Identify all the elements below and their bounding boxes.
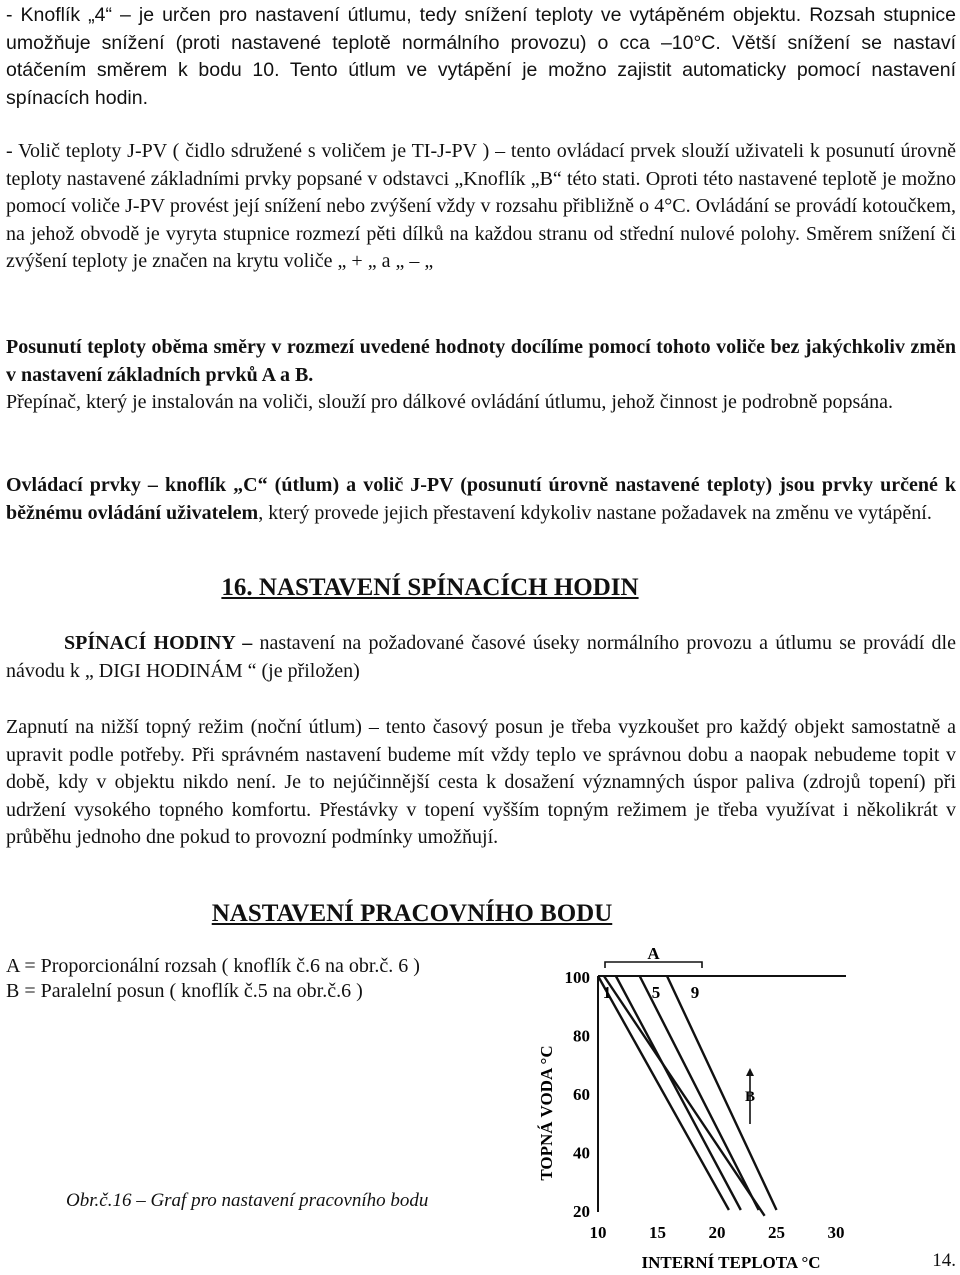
paragraph-selector-j-pv: - Volič teploty J-PV ( čidlo sdružené s voličem je TI-J-PV ) – tento ovládací prvek slouží uživateli k posunutí úrovně teploty nastavené základními prvky popsané v odstavci „Knoflík „B“ této stati. Oproti této nastavené teplotě je možno pomocí voliče J-PV provést její snížení nebo zvýšení vždy v rozsahu přibližně o 4°C. Ovládání se provádí kotoučkem, na jehož obvodě je vyryta stupnice rozmezí pěti dílků na každou stranu od střední nulové polohy. Směrem snížení či zvýšení teploty je značen na krytu voliče „ + „ a „ – „ [6,140,956,272]
y-tick-label: 80 [573,1026,590,1046]
x-tick-label: 10 [589,1223,607,1242]
paragraph-controls [6,472,956,527]
legend-a: A = Proporcionální rozsah ( knoflík č.6 na obr.č. 6 ) [6,955,420,977]
controls-rest-text: , který provede jejich přestavení kdykoliv nastane požadavek na změnu ve vytápění. [258,501,932,524]
heading-section-16: 16. NASTAVENÍ SPÍNACÍCH HODIN [221,574,639,601]
paragraph-switching-clock [6,630,956,685]
y-tick-label: 100 [564,968,590,987]
scale-a-tick: 1 [602,983,612,1002]
y-axis-title: TOPNÁ VODA °C [537,1045,556,1181]
clock-bold-text: SPÍNACÍ HODINY – [64,632,253,654]
x-axis-title: INTERNÍ TEPLOTA °C [641,1253,821,1272]
heading-work-point: NASTAVENÍ PRACOVNÍHO BODU [211,900,613,927]
paragraph-shift-bold: Posunutí teploty oběma směry v rozmezí uvedené hodnoty docílíme pomocí tohoto voliče bez jakýchkoliv změn v nastavení základních prvků A a B. [6,336,956,386]
y-tick-label: 60 [573,1085,590,1104]
x-tick-label: 25 [768,1223,785,1242]
legend-b: B = Paralelní posun ( knoflík č.5 na obr.č.6 ) [6,980,363,1002]
scale-a-tick: 9 [690,983,700,1002]
paragraph-knob-4: - Knoflík „4“ – je určen pro nastavení útlumu, tedy snížení teploty ve vytápěném objektu. Rozsah stupnice umožňuje snížení (proti nastavené teplotě normálního provozu) o cca –10°C. Větší snížení se nastaví otáčením směrem k bodu 10. Tento útlum ve vytápění je možno zajistit automaticky pomocí nastavení spínacích hodin. [6,4,956,109]
figure-caption: Obr.č.16 – Graf pro nastavení pracovního bodu [66,1190,429,1211]
page-number: 14. [932,1250,956,1271]
paragraph-switch: Přepínač, který je instalován na voliči, slouží pro dálkové ovládání útlumu, jehož činnost je podrobně popsána. [6,391,894,413]
scale-a-tick: 5 [651,983,661,1002]
x-tick-label: 30 [827,1223,845,1242]
x-tick-label: 15 [649,1223,666,1242]
x-tick-label: 20 [708,1223,726,1242]
scale-a-label: A [647,944,660,963]
chart-series-line-3 [640,976,759,1210]
paragraph-lower-mode: Zapnutí na nižší topný režim (noční útlum) – tento časový posun je třeba vyzkoušet pro každý objekt samostatně a upravit podle potřeby. Při správném nastavení budeme mít vždy teplo ve správnou dobu a naopak nebudeme topit v době, kdy v objektu nikdo není. Je to nejúčinnější cesta k dosažení významných úspor paliva (zdrojů topení) při udržení vysokého topného komfortu. Přestávky v topení vyšším topným režimem je třeba využívat i několikrát v průběhu jednoho dne pokud to provozní podmínky umožňují. [6,716,956,848]
shift-b-label: B [744,1089,756,1105]
y-tick-label: 40 [573,1143,590,1163]
y-tick-label: 20 [573,1202,590,1221]
chart-series-line-1 [598,976,729,1210]
clock-rest-text: nastavení na požadované časové úseky normálního provozu a útlumu se provádí dle návodu k „ DIGI HODINÁM “ (je přiložen) [6,632,956,682]
shift-b-arrowhead-up [746,1068,754,1076]
controls-bold-text: Ovládací prvky – knoflík „C“ (útlum) a volič J-PV (posunutí úrovně nastavené teploty) jsou prvky určené k běžnému ovládání uživatelem [6,474,956,524]
work-point-chart [520,942,880,1272]
